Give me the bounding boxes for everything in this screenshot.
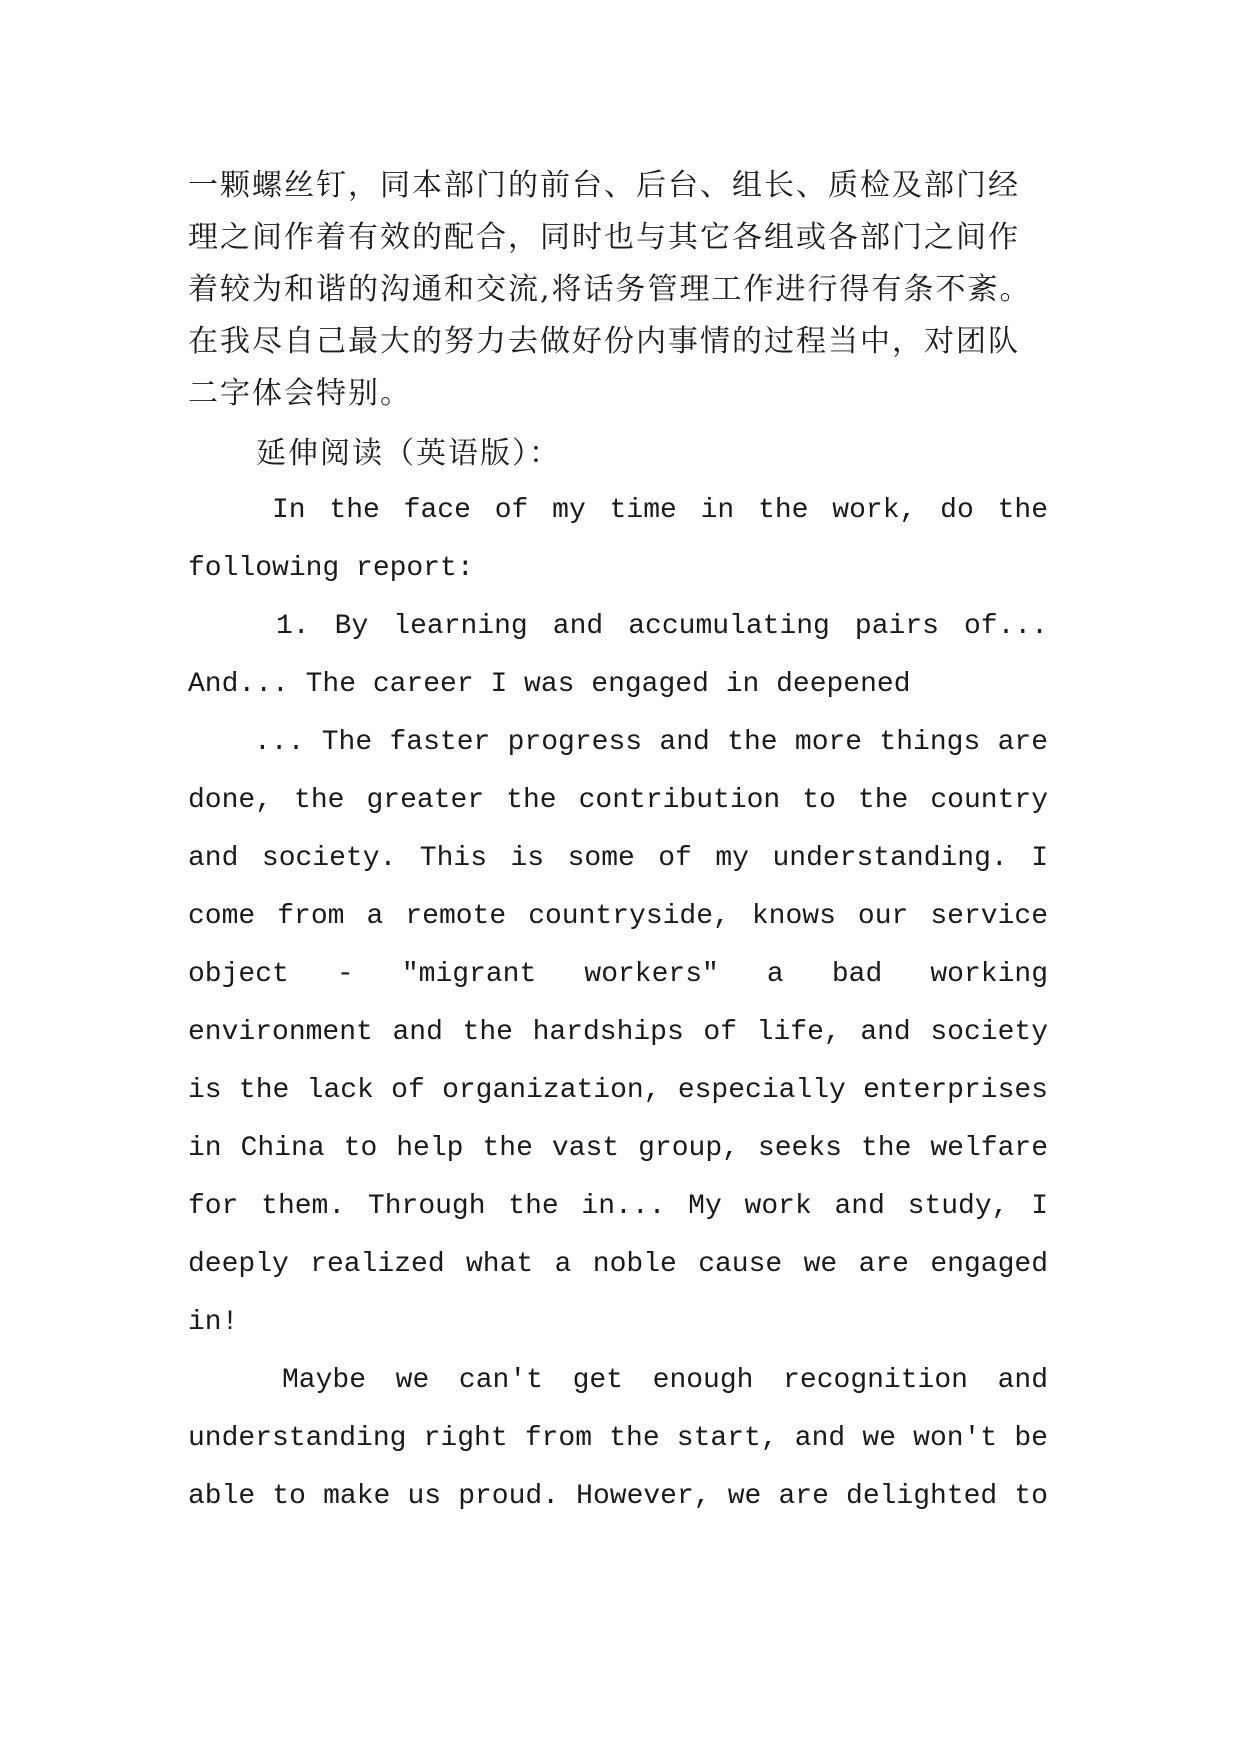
text-line: and society. This is some of my understanding. I bbox=[188, 843, 1048, 874]
text-line: environment and the hardships of life, and society bbox=[188, 1017, 1048, 1048]
text-line: deeply realized what a noble cause we are engaged bbox=[188, 1249, 1048, 1280]
text-line: In the face of my time in the work, do the bbox=[272, 495, 1048, 526]
text-line: understanding right from the start, and we won't be bbox=[188, 1423, 1048, 1454]
text-line: for them. Through the in... My work and study, I bbox=[188, 1191, 1048, 1222]
text-line: done, the greater the contribution to the country bbox=[188, 785, 1048, 816]
text-line: 着较为和谐的沟通和交流,将话务管理工作进行得有条不紊。 bbox=[188, 272, 1032, 307]
list-item-line: 1. By learning and accumulating pairs of... bbox=[276, 611, 1048, 642]
text-line: able to make us proud. However, we are delighted to bbox=[188, 1481, 1048, 1512]
text-line: Maybe we can't get enough recognition and bbox=[282, 1365, 1048, 1396]
section-heading: 延伸阅读（英语版）： bbox=[256, 436, 561, 471]
text-line: 理之间作着有效的配合，同时也与其它各组或各部门之间作 bbox=[188, 220, 1020, 255]
text-line: 一颗螺丝钉，同本部门的前台、后台、组长、质检及部门经 bbox=[188, 168, 1020, 203]
text-line: in! bbox=[188, 1307, 239, 1338]
text-line: is the lack of organization, especially enterprises bbox=[188, 1075, 1048, 1106]
text-line: come from a remote countryside, knows our service bbox=[188, 901, 1048, 932]
text-line: following report: bbox=[188, 553, 474, 584]
english-section bbox=[188, 482, 1048, 1526]
text-line: object - "migrant workers" a bad working bbox=[188, 959, 1048, 990]
text-line: 二字体会特别。 bbox=[188, 376, 412, 411]
text-line: in China to help the vast group, seeks the welfare bbox=[188, 1133, 1048, 1164]
text-line: And... The career I was engaged in deepened bbox=[188, 669, 911, 700]
document-body bbox=[188, 160, 1048, 1526]
text-line: 在我尽自己最大的努力去做好份内事情的过程当中，对团队 bbox=[188, 324, 1020, 359]
chinese-paragraph bbox=[188, 160, 1048, 420]
text-line: ... The faster progress and the more things are bbox=[254, 727, 1048, 758]
